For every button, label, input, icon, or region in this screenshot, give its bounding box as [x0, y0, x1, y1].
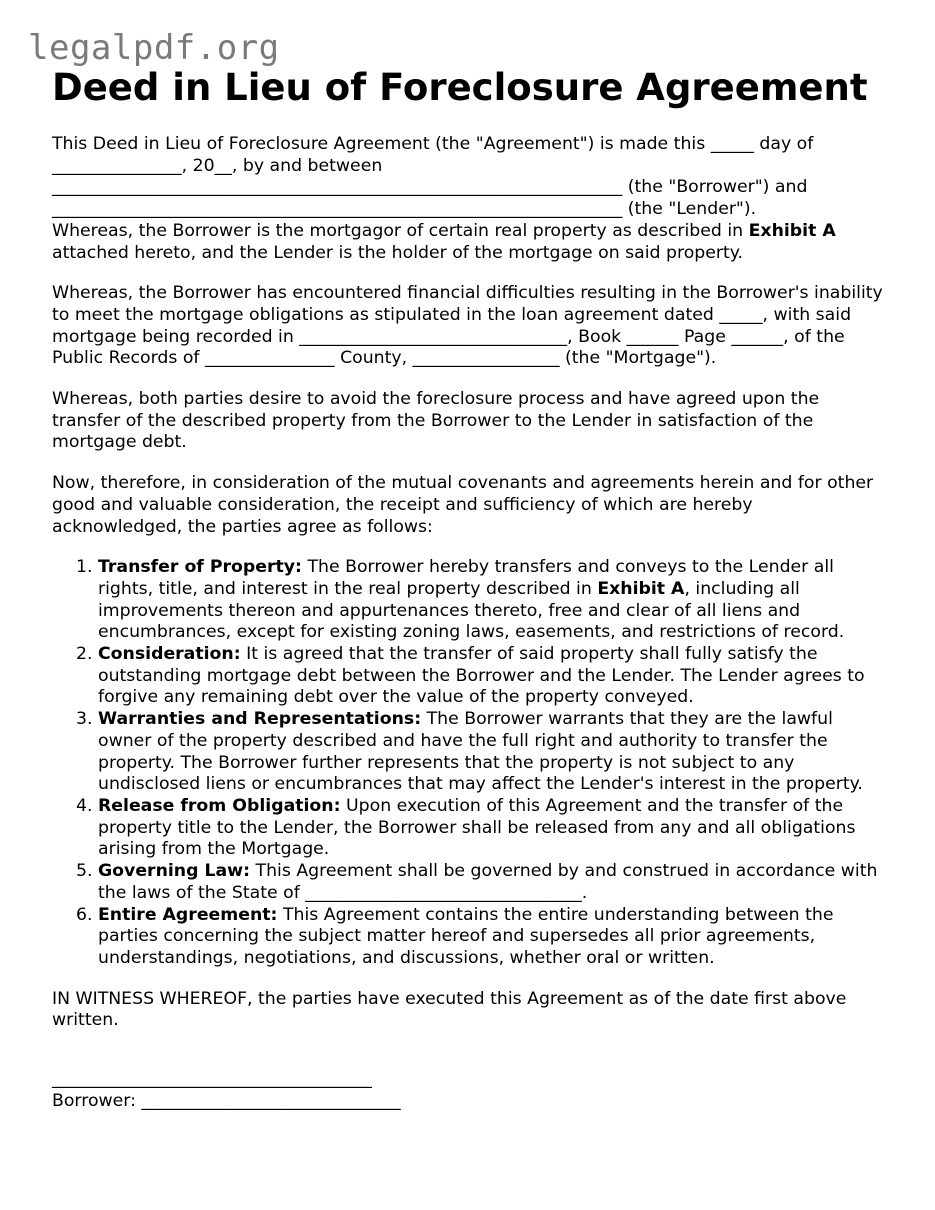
term-heading: Release from Obligation:	[98, 795, 341, 816]
borrower-signature-label: Borrower: ______________________________	[52, 1090, 401, 1111]
term-transfer-of-property	[98, 557, 888, 644]
document-title: Deed in Lieu of Foreclosure Agreement	[52, 66, 868, 109]
intro-line: _______________, 20__, by and between	[52, 155, 383, 176]
whereas-text: attached hereto, and the Lender is the holder of the mortgage on said property.	[52, 242, 744, 263]
term-text: It is agreed that the transfer of said property shall fully satisfy the outstanding mortgage debt between the Borrower and the Lender. The Lender agrees to forgive any remaining debt over the value of the property conveyed.	[98, 644, 865, 708]
exhibit-reference: Exhibit A	[597, 578, 685, 599]
whereas-text: Whereas, the Borrower is the mortgagor of certain real property as described in	[52, 220, 749, 241]
terms-list	[52, 557, 888, 969]
term-text: , including all improvements thereon and appurtenances thereto, free and clear of all liens and encumbrances, except for existing zoning laws, easements, and restrictions of record.	[98, 578, 845, 643]
whereas-avoid-foreclosure: Whereas, both parties desire to avoid the foreclosure process and have agreed upon the transfer of the described property from the Borrower to the Lender in satisfaction of the mortgage debt.	[52, 389, 820, 453]
term-governing-law	[98, 861, 888, 904]
lender-name-blank: __________________________________________________________________ (the "Lender").	[52, 199, 757, 220]
term-text: The Borrower hereby transfers and conveys to the Lender all rights, title, and interest in the real property described in	[98, 557, 834, 599]
term-warranties	[98, 709, 888, 796]
intro-paragraph	[52, 134, 888, 264]
term-consideration	[98, 644, 888, 709]
term-text: This Agreement contains the entire understanding between the parties concerning the subject matter hereof and supersedes all prior agreements, understandings, negotiations, and discussions, whether oral or written.	[98, 904, 834, 968]
document-page	[52, 64, 888, 1112]
intro-line: This Deed in Lieu of Foreclosure Agreement (the "Agreement") is made this _____ day of	[52, 134, 814, 154]
exhibit-reference: Exhibit A	[748, 220, 836, 241]
signature-block	[52, 1069, 888, 1112]
now-therefore-paragraph: Now, therefore, in consideration of the mutual covenants and agreements herein and for other good and valuable consideration, the receipt and sufficiency of which are hereby acknowledged, the parties agree as follows:	[52, 473, 874, 537]
borrower-name-blank: __________________________________________________________________ (the "Borrower") and	[52, 177, 808, 198]
term-text: The Borrower warrants that they are the lawful owner of the property described and have the full right and authority to transfer the property. The Borrower further represents that the property is not subject to any undisclosed liens or encumbrances that may affect the Lender's interest in the property.	[98, 709, 863, 795]
term-heading: Governing Law:	[98, 861, 251, 882]
signature-line: _____________________________________	[52, 1069, 372, 1090]
term-heading: Transfer of Property:	[98, 557, 302, 578]
term-entire-agreement	[98, 905, 888, 970]
term-heading: Warranties and Representations:	[98, 709, 422, 730]
term-text: Upon execution of this Agreement and the transfer of the property title to the Lender, the Borrower shall be released from any and all obligations arising from the Mortgage.	[98, 795, 856, 860]
watermark: legalpdf.org	[28, 28, 280, 68]
term-release	[98, 796, 888, 861]
term-heading: Entire Agreement:	[98, 904, 278, 925]
term-heading: Consideration:	[98, 644, 241, 665]
term-text: This Agreement shall be governed by and construed in accordance with the laws of the State of ________________________________.	[98, 861, 878, 903]
witness-paragraph: IN WITNESS WHEREOF, the parties have executed this Agreement as of the date first above written.	[52, 988, 847, 1031]
whereas-financial-difficulty: Whereas, the Borrower has encountered financial difficulties resulting in the Borrower's inability to meet the mortgage obligations as stipulated in the loan agreement dated _____, with said mortgage being recorded in _______________________________, Book ______ Page ______, of the Public Records of _______________ County, _________________ (the "Mortgage").	[52, 283, 883, 369]
